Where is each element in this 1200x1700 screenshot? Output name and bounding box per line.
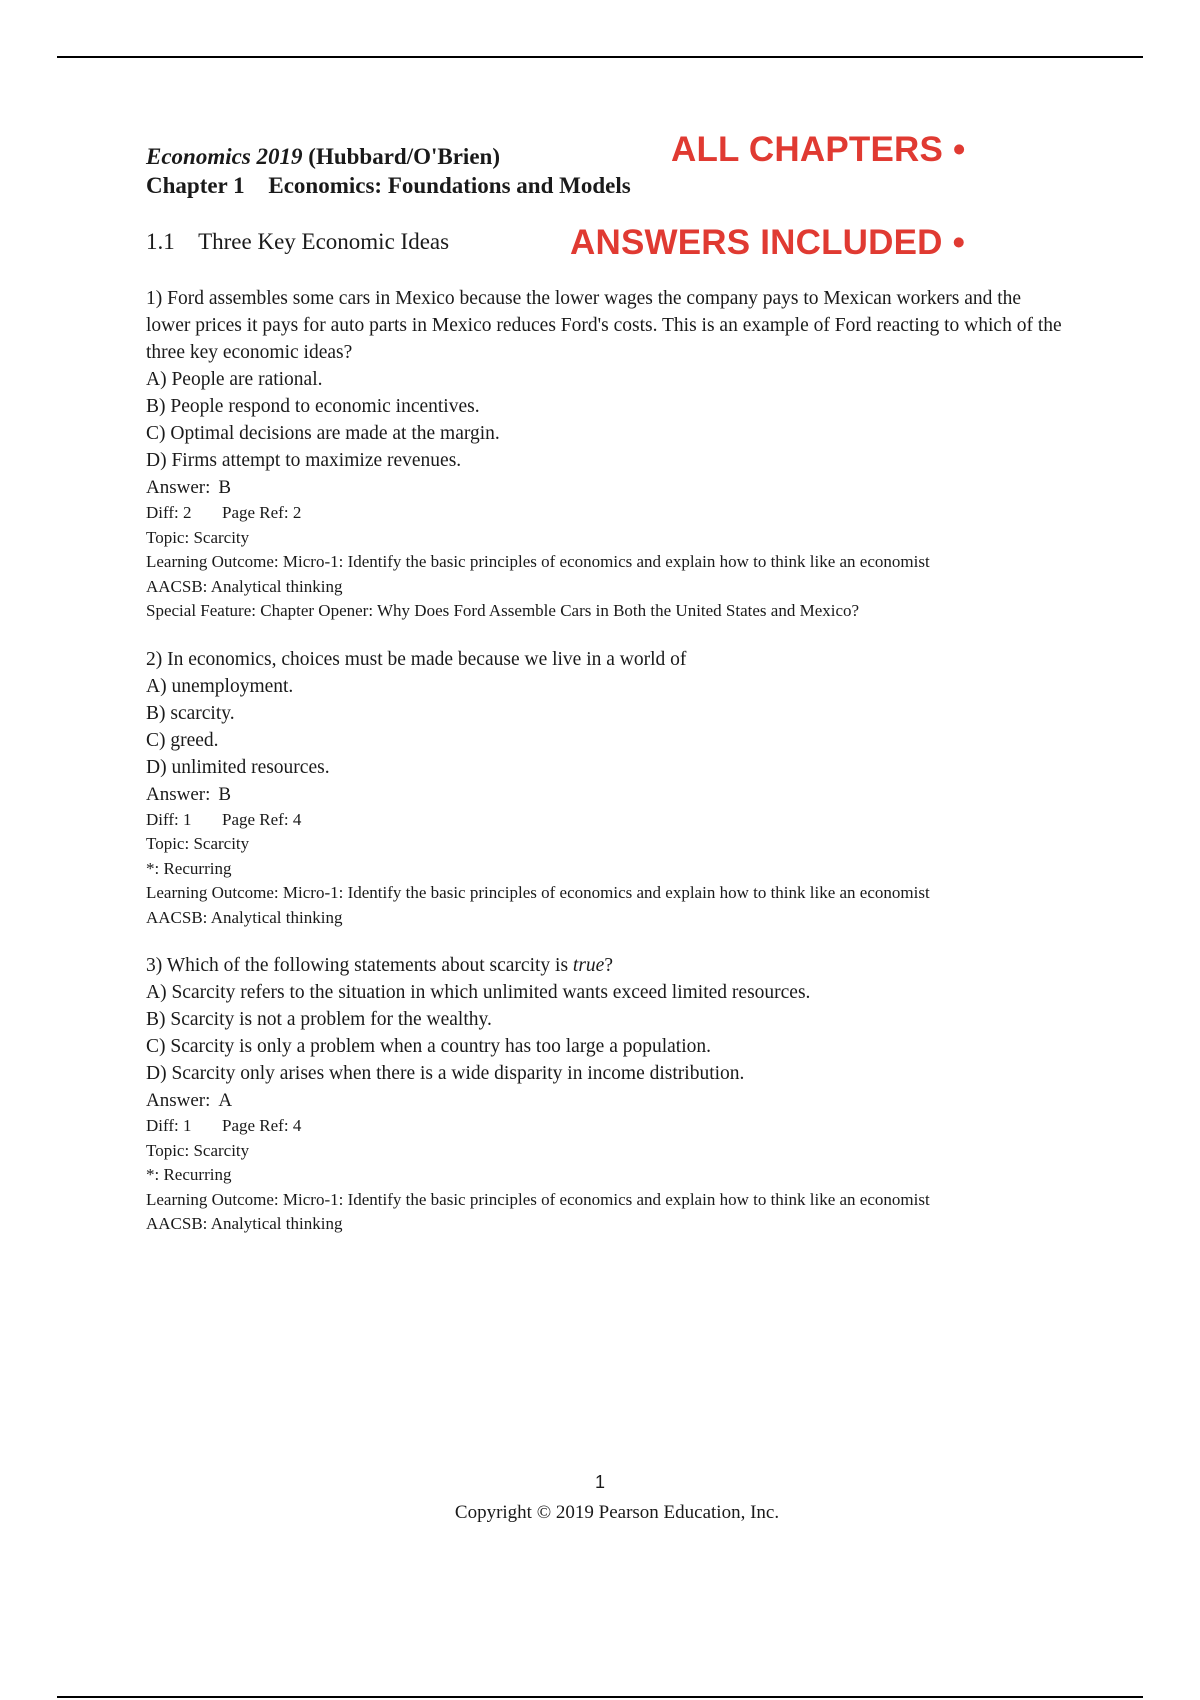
question-text-end: ?: [604, 955, 613, 976]
section-title: Three Key Economic Ideas: [198, 229, 450, 254]
aacsb: AACSB: Analytical thinking: [146, 1214, 343, 1233]
answer-label: Answer:: [146, 477, 211, 498]
question-list: [146, 285, 1066, 1259]
answer-label: Answer:: [146, 783, 211, 805]
answer-line: [146, 474, 1066, 501]
difficulty: Diff: 2: [146, 503, 192, 522]
option-c: C) greed.: [146, 729, 219, 751]
section-heading: [146, 229, 449, 255]
section-number: 1.1: [146, 229, 175, 254]
answer-label: Answer:: [146, 1090, 211, 1111]
page-ref: Page Ref: 2: [222, 503, 302, 522]
option-d: D) Firms attempt to maximize revenues.: [146, 450, 462, 471]
question-2: [146, 646, 1066, 931]
question-3: [146, 952, 1066, 1237]
difficulty: Diff: 1: [146, 1116, 192, 1135]
chapter-number: Chapter 1: [146, 173, 245, 198]
chapter-heading: [146, 173, 631, 199]
answer-value: B: [218, 783, 232, 805]
answer-value: B: [218, 477, 232, 498]
answers-included-stamp: ANSWERS INCLUDED •: [570, 223, 966, 262]
chapter-title: Economics: Foundations and Models: [268, 173, 631, 198]
page-ref: Page Ref: 4: [222, 1116, 302, 1135]
page-number: 1: [594, 1472, 605, 1492]
diff-line: [146, 808, 1066, 833]
question-text: 1) Ford assembles some cars in Mexico because the lower wages the company pays to Mexican workers and the lower prices it pays for auto parts in Mexico reduces Ford's costs. This is an example of Ford reacting to which of the three key economic ideas?: [146, 288, 1062, 363]
question-text-emphasis: true: [572, 955, 605, 976]
bottom-rule: [57, 1696, 1143, 1698]
book-authors: (Hubbard/O'Brien): [308, 144, 500, 169]
question-1: [146, 285, 1066, 624]
book-title-line: [146, 144, 500, 170]
all-chapters-stamp: ALL CHAPTERS •: [671, 130, 966, 169]
book-title: Economics 2019: [146, 144, 303, 169]
difficulty: Diff: 1: [146, 809, 192, 829]
option-a: A) unemployment.: [146, 675, 294, 697]
copyright-notice: Copyright © 2019 Pearson Education, Inc.: [454, 1502, 780, 1523]
option-a: A) People are rational.: [146, 369, 323, 390]
top-rule: [57, 56, 1143, 58]
topic: Topic: Scarcity: [146, 527, 250, 547]
learning-outcome: Learning Outcome: Micro-1: Identify the basic principles of economics and explain how to think like an economist: [146, 1189, 930, 1209]
learning-outcome: Learning Outcome: Micro-1: Identify the basic principles of economics and explain how to think like an economist: [146, 883, 930, 902]
recurring: *: Recurring: [146, 858, 232, 878]
diff-line: [146, 1114, 1066, 1139]
question-text: [146, 952, 1066, 979]
question-text: 2) In economics, choices must be made because we live in a world of: [146, 648, 687, 670]
option-b: B) People respond to economic incentives.: [146, 396, 480, 417]
aacsb: AACSB: Analytical thinking: [146, 576, 343, 596]
learning-outcome: Learning Outcome: Micro-1: Identify the basic principles of economics and explain how to think like an economist: [146, 552, 930, 571]
special-feature: Special Feature: Chapter Opener: Why Does Ford Assemble Cars in Both the United States and Mexico?: [146, 601, 860, 620]
option-b: B) scarcity.: [146, 702, 235, 724]
answer-line: [146, 1087, 1066, 1114]
page-ref: Page Ref: 4: [222, 809, 302, 829]
answer-value: A: [218, 1090, 233, 1111]
question-text-start: 3) Which of the following statements about scarcity is: [146, 955, 573, 976]
topic: Topic: Scarcity: [146, 834, 250, 853]
aacsb: AACSB: Analytical thinking: [146, 907, 343, 927]
option-d: D) Scarcity only arises when there is a wide disparity in income distribution.: [146, 1063, 745, 1084]
answer-line: [146, 781, 1066, 808]
option-b: B) Scarcity is not a problem for the wealthy.: [146, 1009, 492, 1030]
option-c: C) Scarcity is only a problem when a country has too large a population.: [146, 1036, 712, 1057]
diff-line: [146, 501, 1066, 526]
recurring: *: Recurring: [146, 1165, 232, 1184]
option-d: D) unlimited resources.: [146, 756, 330, 778]
option-a: A) Scarcity refers to the situation in which unlimited wants exceed limited resources.: [146, 982, 811, 1003]
option-c: C) Optimal decisions are made at the margin.: [146, 423, 500, 444]
topic: Topic: Scarcity: [146, 1140, 250, 1160]
